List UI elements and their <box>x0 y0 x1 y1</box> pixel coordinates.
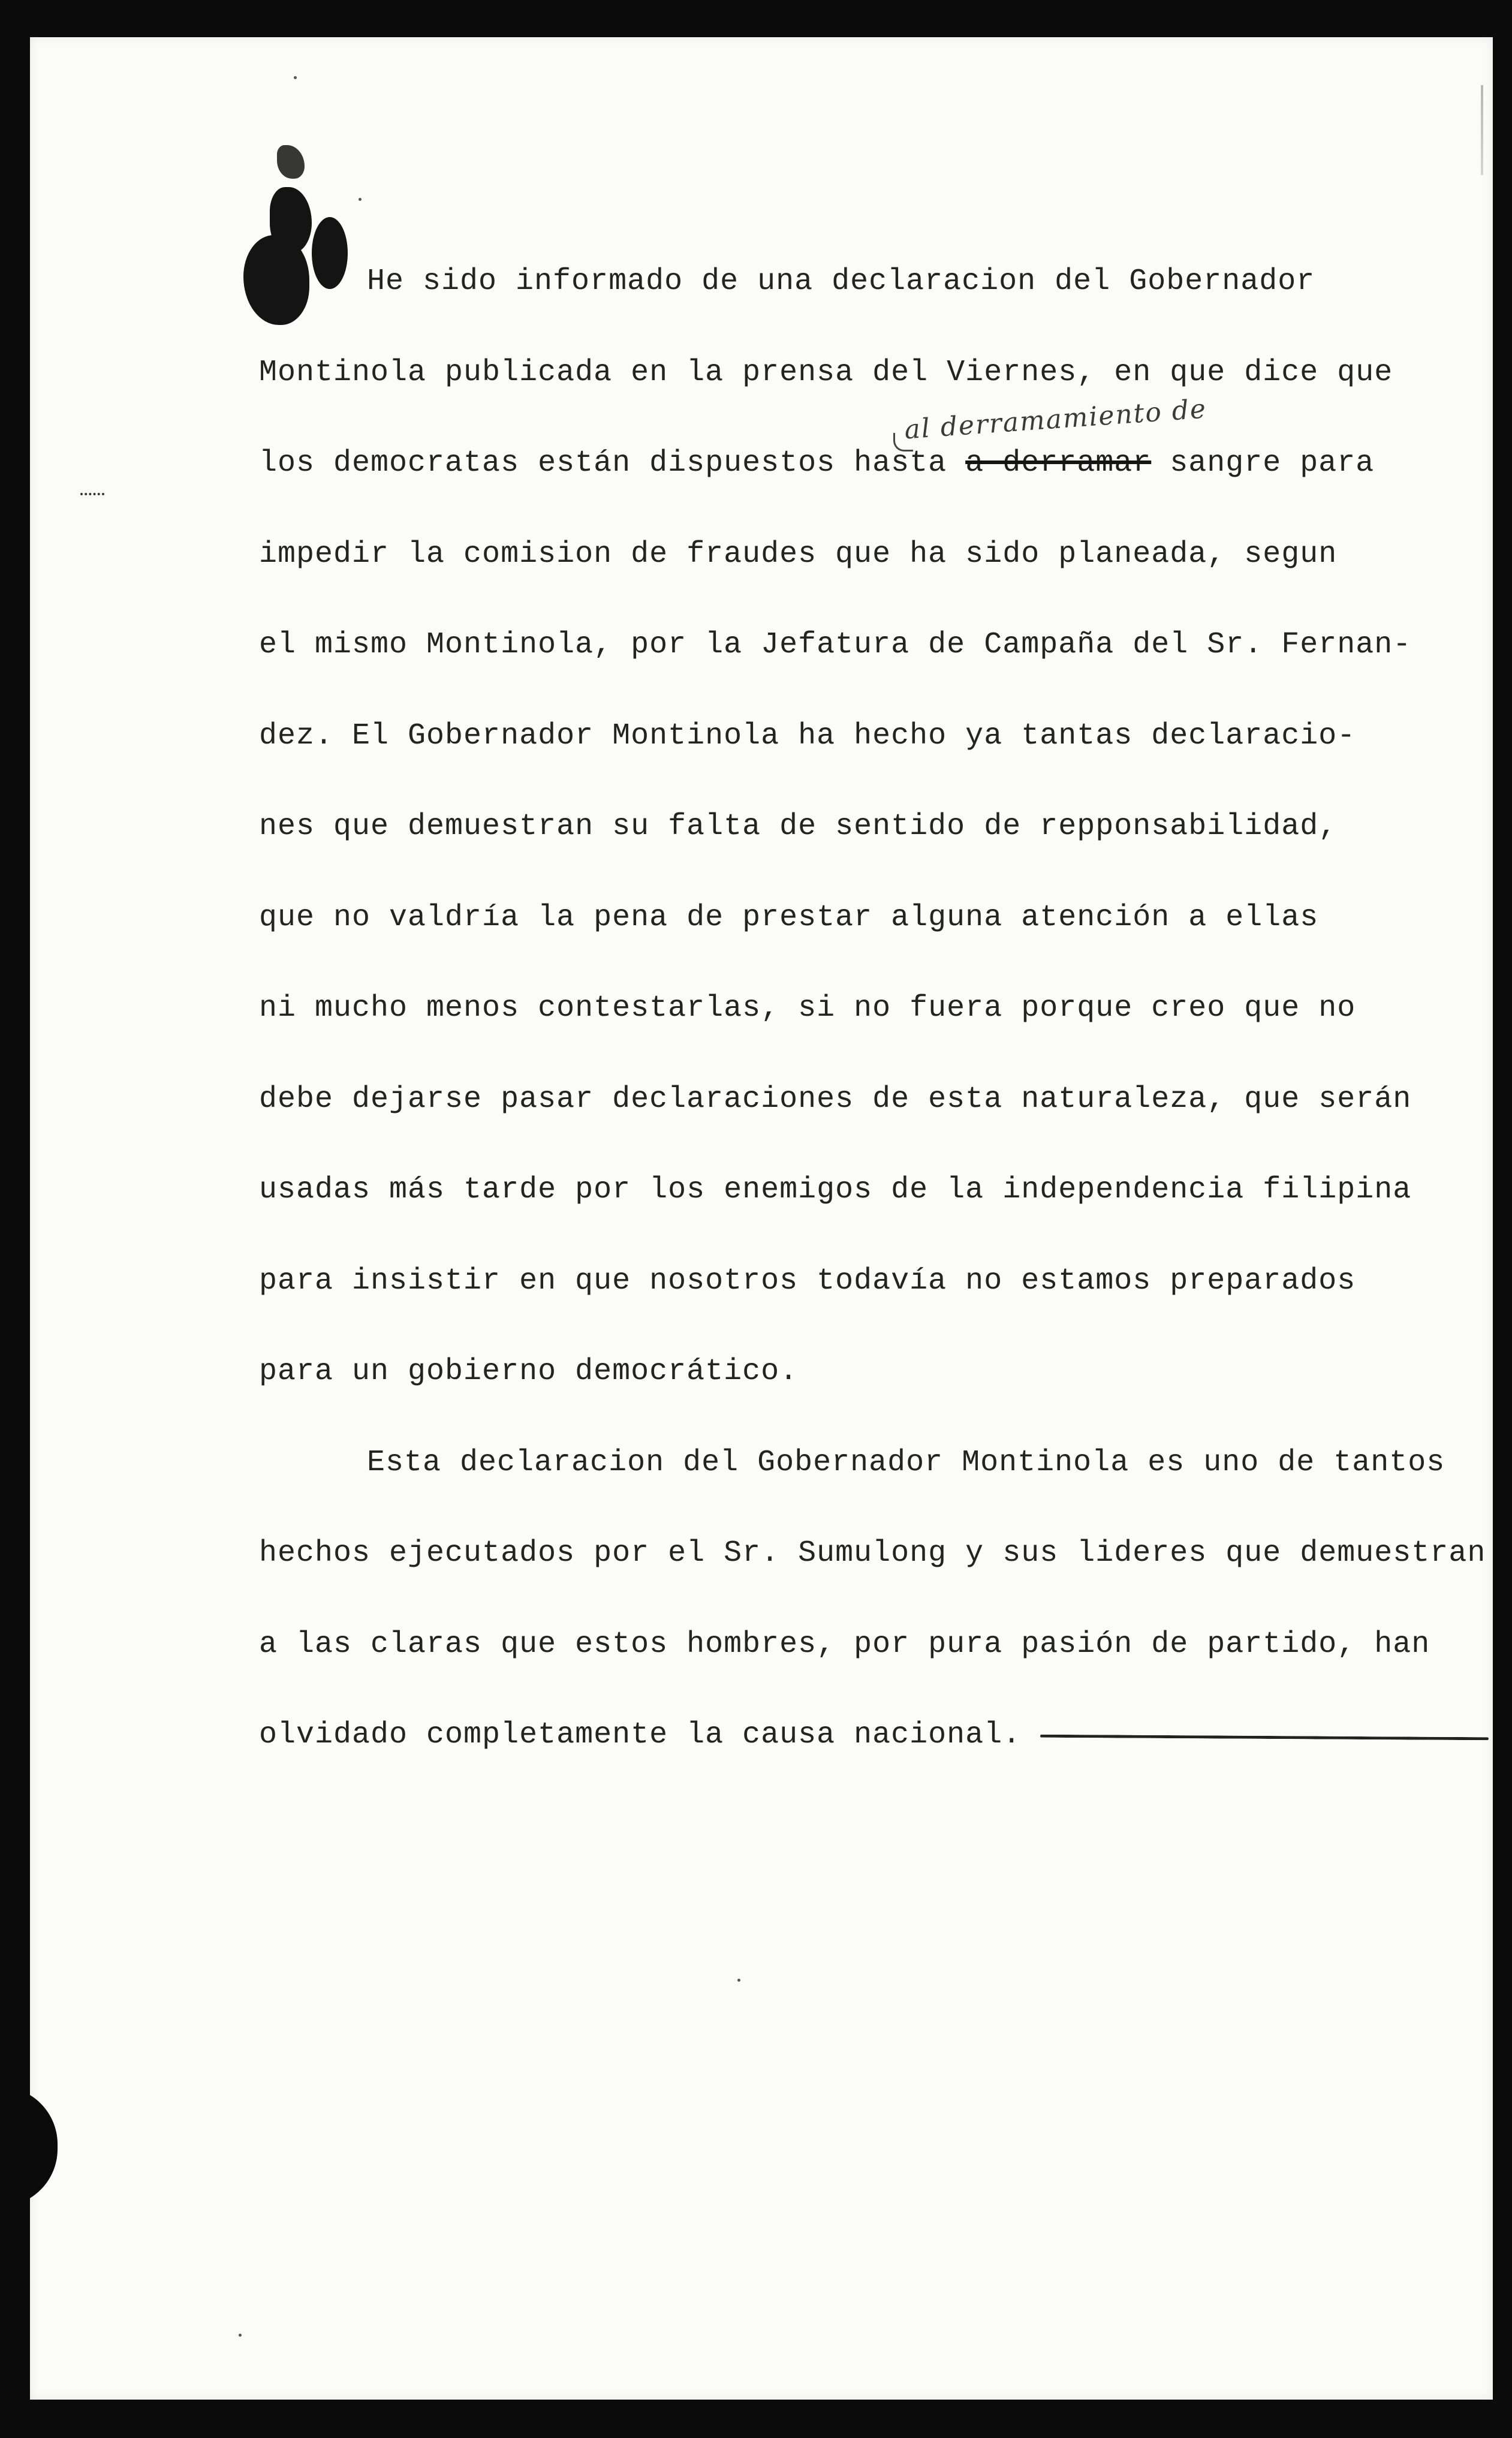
paragraph-1 <box>259 258 1488 1439</box>
text-line: el mismo Montinola, por la Jefatura de Campaña del Sr. Fernan- <box>259 628 1412 662</box>
speck <box>359 198 362 201</box>
text-line: He sido informado de una declaracion del Gobernador <box>367 264 1315 299</box>
paragraph-2 <box>259 1439 1488 1802</box>
text-line: que no valdría la pena de prestar alguna atención a ellas <box>259 900 1319 935</box>
text-line: dez. El Gobernador Montinola ha hecho ya tantas declaracio- <box>259 718 1356 753</box>
struck-text: a derramar <box>965 446 1152 480</box>
speck <box>239 2334 242 2337</box>
margin-mark <box>80 493 104 495</box>
ink-blot <box>277 145 305 179</box>
text-line-with-correction <box>259 440 1488 531</box>
text-line: impedir la comision de fraudes que ha sido planeada, segun <box>259 537 1338 571</box>
text-segment: los democratas están dispuestos hasta <box>259 446 966 480</box>
speck <box>294 76 297 79</box>
text-line: a las claras que estos hombres, por pura pasión de partido, han <box>259 1627 1430 1662</box>
document-body <box>259 258 1488 1802</box>
speck <box>737 1979 740 1982</box>
text-line: para un gobierno democrático. <box>259 1355 799 1389</box>
handwritten-insertion: al derramamiento de <box>903 393 1208 446</box>
text-line: para insistir en que nosotros todavía no estamos preparados <box>259 1263 1356 1298</box>
text-segment: sangre para <box>1151 446 1375 480</box>
ink-blot <box>270 187 312 253</box>
text-line: olvidado completamente la causa nacional. <box>259 1718 1022 1752</box>
text-line: usadas más tarde por los enemigos de la independencia filipina <box>259 1173 1412 1207</box>
text-line: ni mucho menos contestarlas, si no fuera porque creo que no <box>259 991 1356 1025</box>
edge-scratch <box>1481 85 1483 175</box>
text-line: hechos ejecutados por el Sr. Sumulong y sus lideres que demuestran <box>259 1536 1486 1570</box>
text-line: Esta declaracion del Gobernador Montinola es uno de tantos <box>367 1445 1445 1480</box>
text-line: debe dejarse pasar declaraciones de esta naturaleza, que serán <box>259 1082 1412 1116</box>
typewritten-sheet <box>30 37 1493 2400</box>
text-line: nes que demuestran su falta de sentido de repponsabilidad, <box>259 809 1338 844</box>
text-line: Montinola publicada en la prensa del Viernes, en que dice que <box>259 355 1393 390</box>
